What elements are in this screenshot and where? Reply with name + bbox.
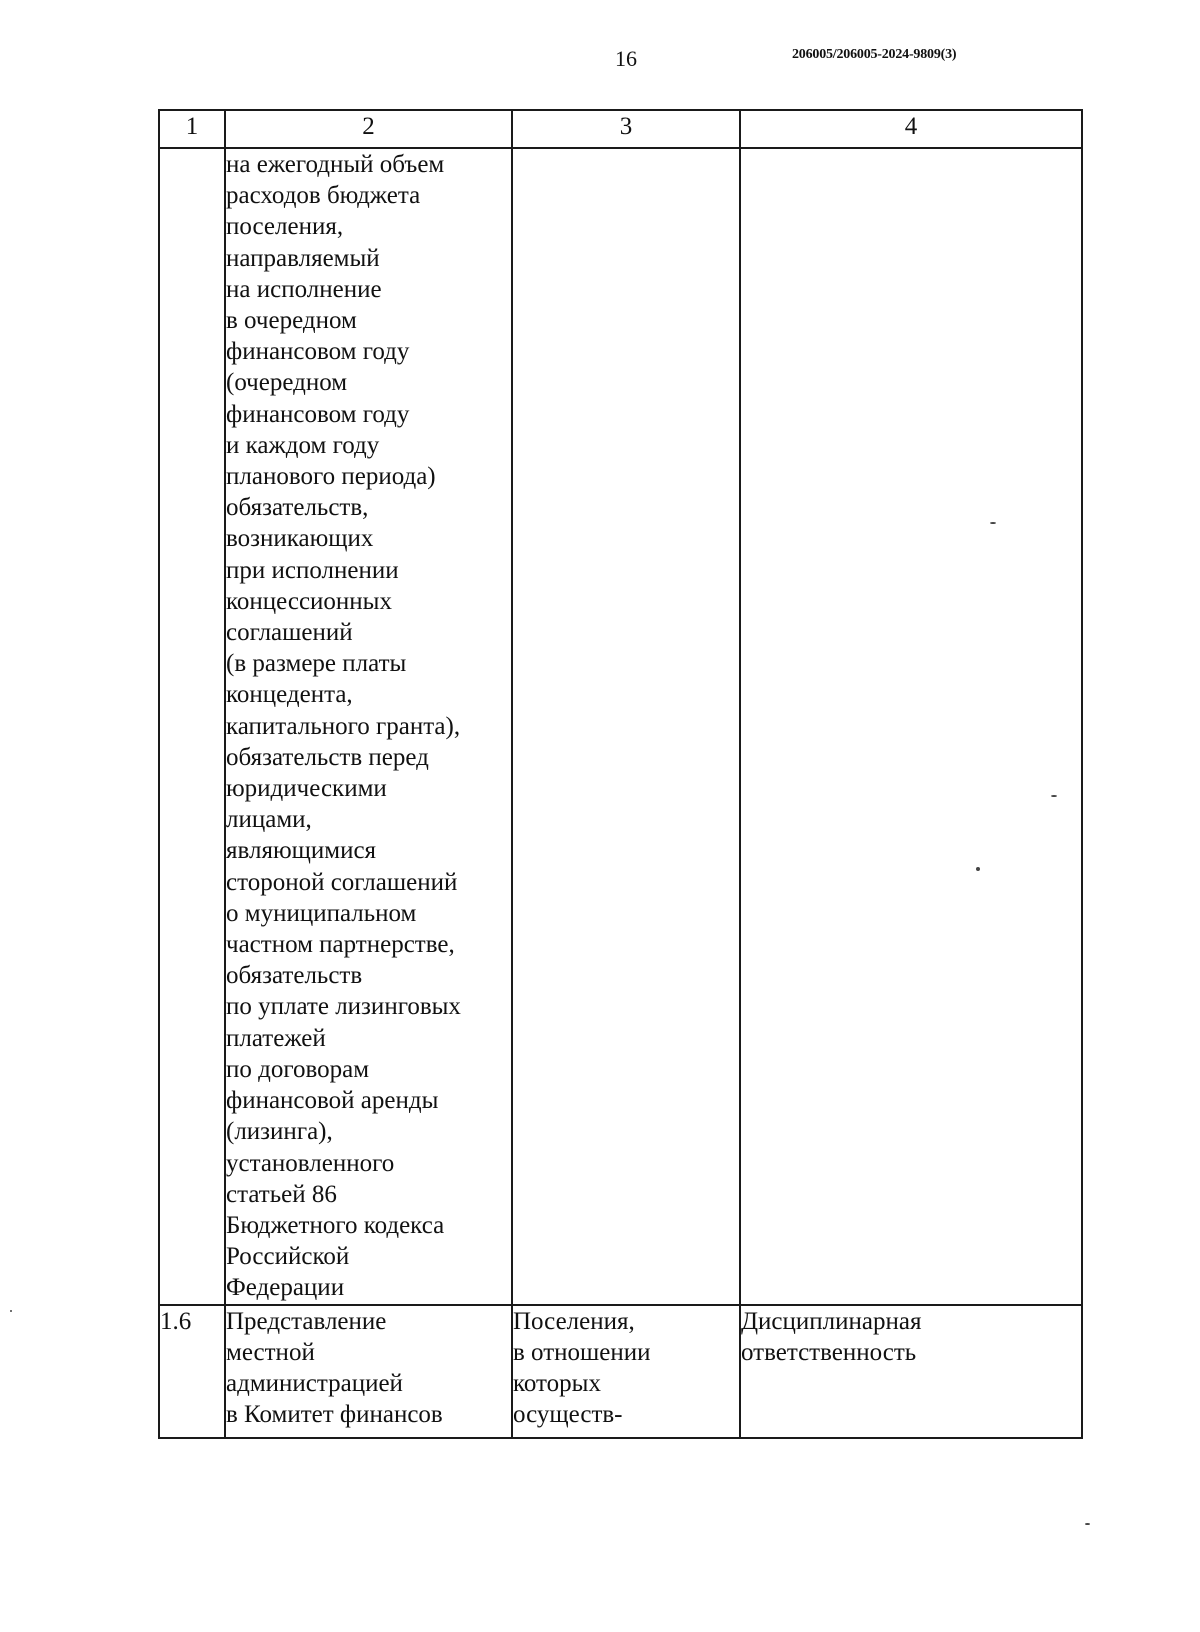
cell-text-line: стороной соглашений [226,868,458,896]
cell-text-line: Дисциплинарная [741,1307,922,1335]
description-cell [225,148,512,1305]
table-header-row [159,110,1082,148]
cell-text-line: финансовой аренды [226,1087,439,1115]
subject-cell [512,1305,740,1438]
cell-text-line: по уплате лизинговых [226,993,461,1021]
cell-text-line: Поселения, [513,1307,635,1335]
cell-text-line: обязательств перед [226,743,429,771]
cell-text-line: поселения, [226,213,344,241]
cell-text-line: которых [513,1369,601,1397]
cell-text-line: платежей [226,1024,326,1052]
cell-text-line: Представление [226,1307,387,1335]
page-number: 16 [615,46,637,71]
cell-text-line: местной [226,1338,315,1366]
cell-text-line: финансовом году [226,400,410,428]
cell-text-line: планового периода) [226,463,436,491]
row-number-cell: 1.6 [159,1305,225,1438]
cell-text-line: юридическими [226,775,387,803]
document-code: 206005/206005-2024-9809(3) [792,47,957,62]
cell-text-line: (очередном [226,369,348,397]
column-header-4: 4 [740,110,1082,148]
cell-text-line: концедента, [226,681,353,709]
cell-text-line: Федерации [226,1274,345,1302]
scan-speck [10,1310,12,1312]
cell-text-line: по договорам [226,1055,370,1083]
cell-text-line: (в размере платы [226,650,407,678]
cell-text-line: администрацией [226,1369,403,1397]
scan-speck [1085,1523,1090,1525]
cell-text-line: статьей 86 [226,1180,337,1208]
cell-text-line: в отношении [513,1338,651,1366]
cell-text-line: и каждом году [226,431,380,459]
scan-speck [990,522,996,524]
cell-text-line: частном партнерстве, [226,931,455,959]
column-header-3: 3 [512,110,740,148]
cell-text-line: при исполнении [226,556,399,584]
cell-text-line: обязательств, [226,494,369,522]
cell-text-line: являющимися [226,837,377,865]
responsibility-cell [740,1305,1082,1438]
cell-text-line: направляемый [226,244,380,272]
responsibility-cell [740,148,1082,1305]
column-header-2: 2 [225,110,512,148]
scan-speck [1051,795,1057,797]
cell-text-line: о муниципальном [226,899,417,927]
cell-text-line: осуществ- [513,1401,623,1429]
cell-text-line: возникающих [226,525,374,553]
cell-text-line: финансовом году [226,338,410,366]
cell-text-line: соглашений [226,619,353,647]
cell-text-line: на исполнение [226,275,382,303]
cell-text-line: в очередном [226,307,357,335]
table-row [159,148,1082,1305]
cell-text-line: обязательств [226,962,363,990]
cell-text-line: установленного [226,1149,395,1177]
cell-text-line: Бюджетного кодекса [226,1211,445,1239]
cell-text-line: в Комитет финансов [226,1401,443,1429]
description-cell [225,1305,512,1438]
cell-text-line: расходов бюджета [226,182,421,210]
cell-text-line: лицами, [226,806,312,834]
cell-text-line: Российской [226,1243,350,1271]
table-row [159,1305,1082,1438]
subject-cell [512,148,740,1305]
scan-speck [976,867,980,871]
column-header-1: 1 [159,110,225,148]
cell-text-line: капитального гранта), [226,712,461,740]
document-table [158,109,1083,1439]
row-number-cell [159,148,225,1305]
cell-text-line: ответственность [741,1338,917,1366]
cell-text-line: концессионных [226,587,392,615]
cell-text-line: (лизинга), [226,1118,333,1146]
cell-text-line: на ежегодный объем [226,151,445,178]
